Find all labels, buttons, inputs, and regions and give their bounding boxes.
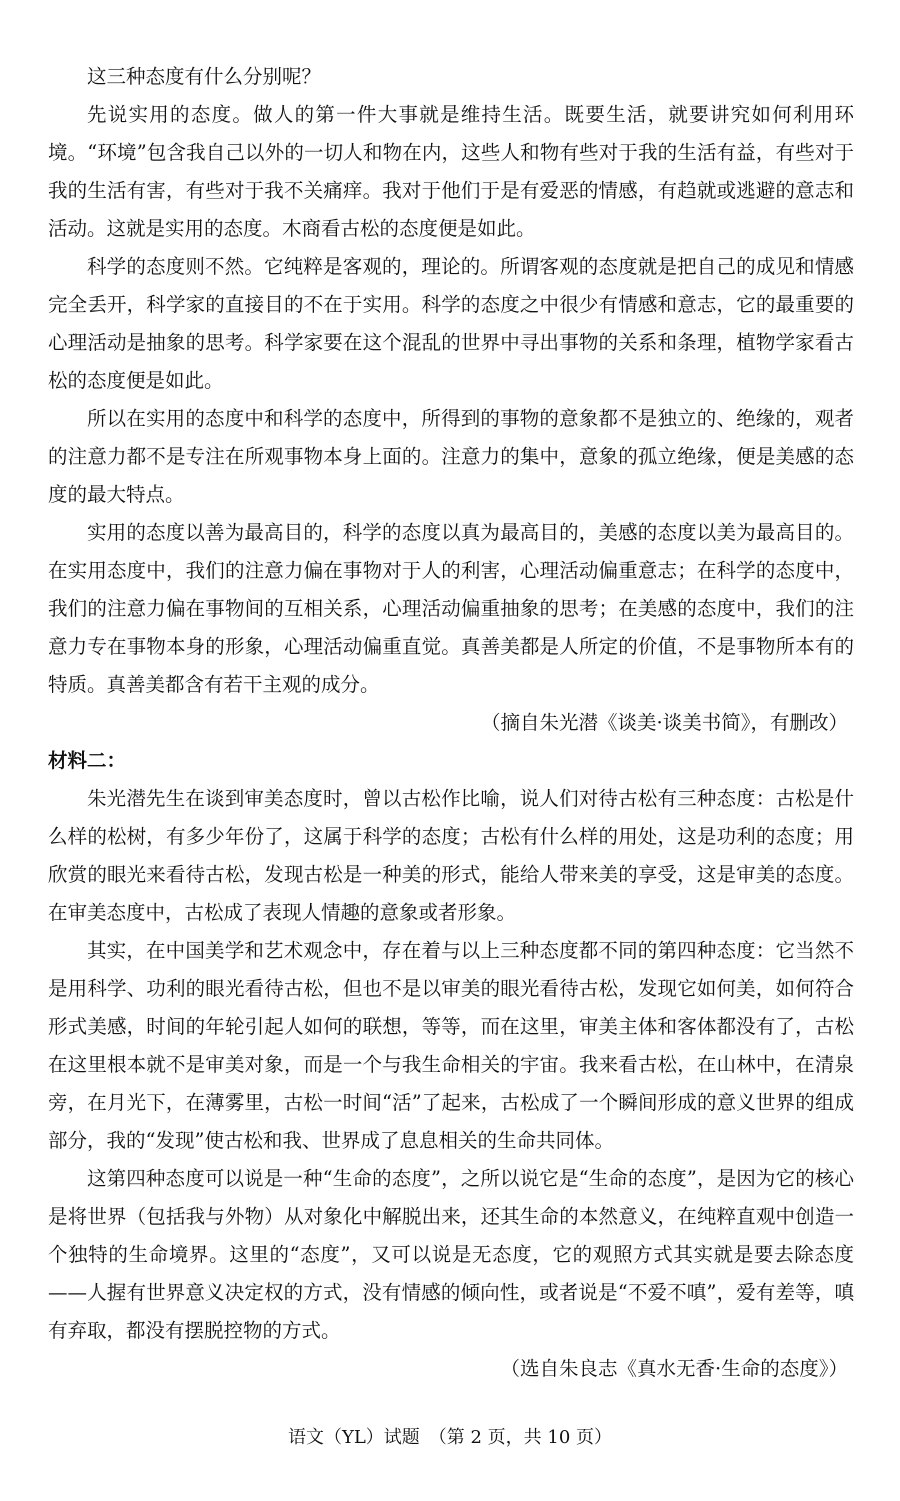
paragraph-aesthetic-feature: 所以在实用的态度中和科学的态度中，所得到的事物的意象都不是独立的、绝缘的，观者的注意力都不是专注在所观事物本身上面的。注意力的集中，意象的孤立绝缘，便是美感的态度的最大特点。 <box>48 407 854 506</box>
source-citation-one: （摘自朱光潜《谈美·谈美书简》，有删改） <box>481 711 848 734</box>
section-heading-material-two: 材料二： <box>48 749 127 772</box>
page-footer: 语文（YL）试题 （第 2 页，共 10 页） <box>287 1427 613 1448</box>
paragraph-scientific-attitude: 科学的态度则不然。它纯粹是客观的，理论的。所谓客观的态度就是把自己的成见和情感完全丢开，科学家的直接目的不在于实用。科学的态度之中很少有情感和意志，它的最重要的心理活动是抽象的思考。科学家要在这个混乱的世界中寻出事物的关系和条理，植物学家看古松的态度便是如此。 <box>48 255 854 392</box>
paragraph-life-attitude: 这第四种态度可以说是一种“生命的态度”，之所以说它是“生命的态度”，是因为它的核心是将世界（包括我与外物）从对象化中解脱出来，还其生命的本然意义，在纯粹直观中创造一个独特的生命境界。这里的“态度”，又可以说是无态度，它的观照方式其实就是要去除态度——人握有世界意义决定权的方式，没有情感的倾向性，或者说是“不爱不嗔”，爱有差等，嗔有弃取，都没有摆脱控物的方式。 <box>48 1167 854 1342</box>
paragraph-three-attitudes: 朱光潜先生在谈到审美态度时，曾以古松作比喻，说人们对待古松有三种态度：古松是什么样的松树，有多少年份了，这属于科学的态度；古松有什么样的用处，这是功利的态度；用欣赏的眼光来看待古松，发现古松是一种美的形式，能给人带来美的享受，这是审美的态度。在审美态度中，古松成了表现人情趣的意象或者形象。 <box>48 787 854 924</box>
source-citation-two: （选自朱良志《真水无香·生命的态度》） <box>500 1357 848 1380</box>
paragraph-fourth-attitude: 其实，在中国美学和艺术观念中，存在着与以上三种态度都不同的第四种态度：它当然不是用科学、功利的眼光看待古松，但也不是以审美的眼光看待古松，发现它如何美，如何符合形式美感，时间的年轮引起人如何的联想，等等，而在这里，审美主体和客体都没有了，古松在这里根本就不是审美对象，而是一个与我生命相关的宇宙。我来看古松，在山林中，在清泉旁，在月光下，在薄雾里，古松一时间“活”了起来，古松成了一个瞬间形成的意义世界的组成部分，我的“发现”使古松和我、世界成了息息相关的生命共同体。 <box>48 939 854 1152</box>
paragraph-question: 这三种态度有什么分别呢？ <box>87 65 322 88</box>
paragraph-practical-attitude: 先说实用的态度。做人的第一件大事就是维持生活。既要生活，就要讲究如何利用环境。“环境”包含我自己以外的一切人和物在内，这些人和物有些对于我的生活有益，有些对于我的生活有害，有些对于我不关痛痒。我对于他们于是有爱恶的情感，有趋就或逃避的意志和活动。这就是实用的态度。木商看古松的态度便是如此。 <box>48 103 854 240</box>
paragraph-truth-goodness-beauty: 实用的态度以善为最高目的，科学的态度以真为最高目的，美感的态度以美为最高目的。在实用态度中，我们的注意力偏在事物对于人的利害，心理活动偏重意志；在科学的态度中，我们的注意力偏在事物间的互相关系，心理活动偏重抽象的思考；在美感的态度中，我们的注意力专在事物本身的形象，心理活动偏重直觉。真善美都是人所定的价值，不是事物所本有的特质。真善美都含有若干主观的成分。 <box>48 521 854 696</box>
